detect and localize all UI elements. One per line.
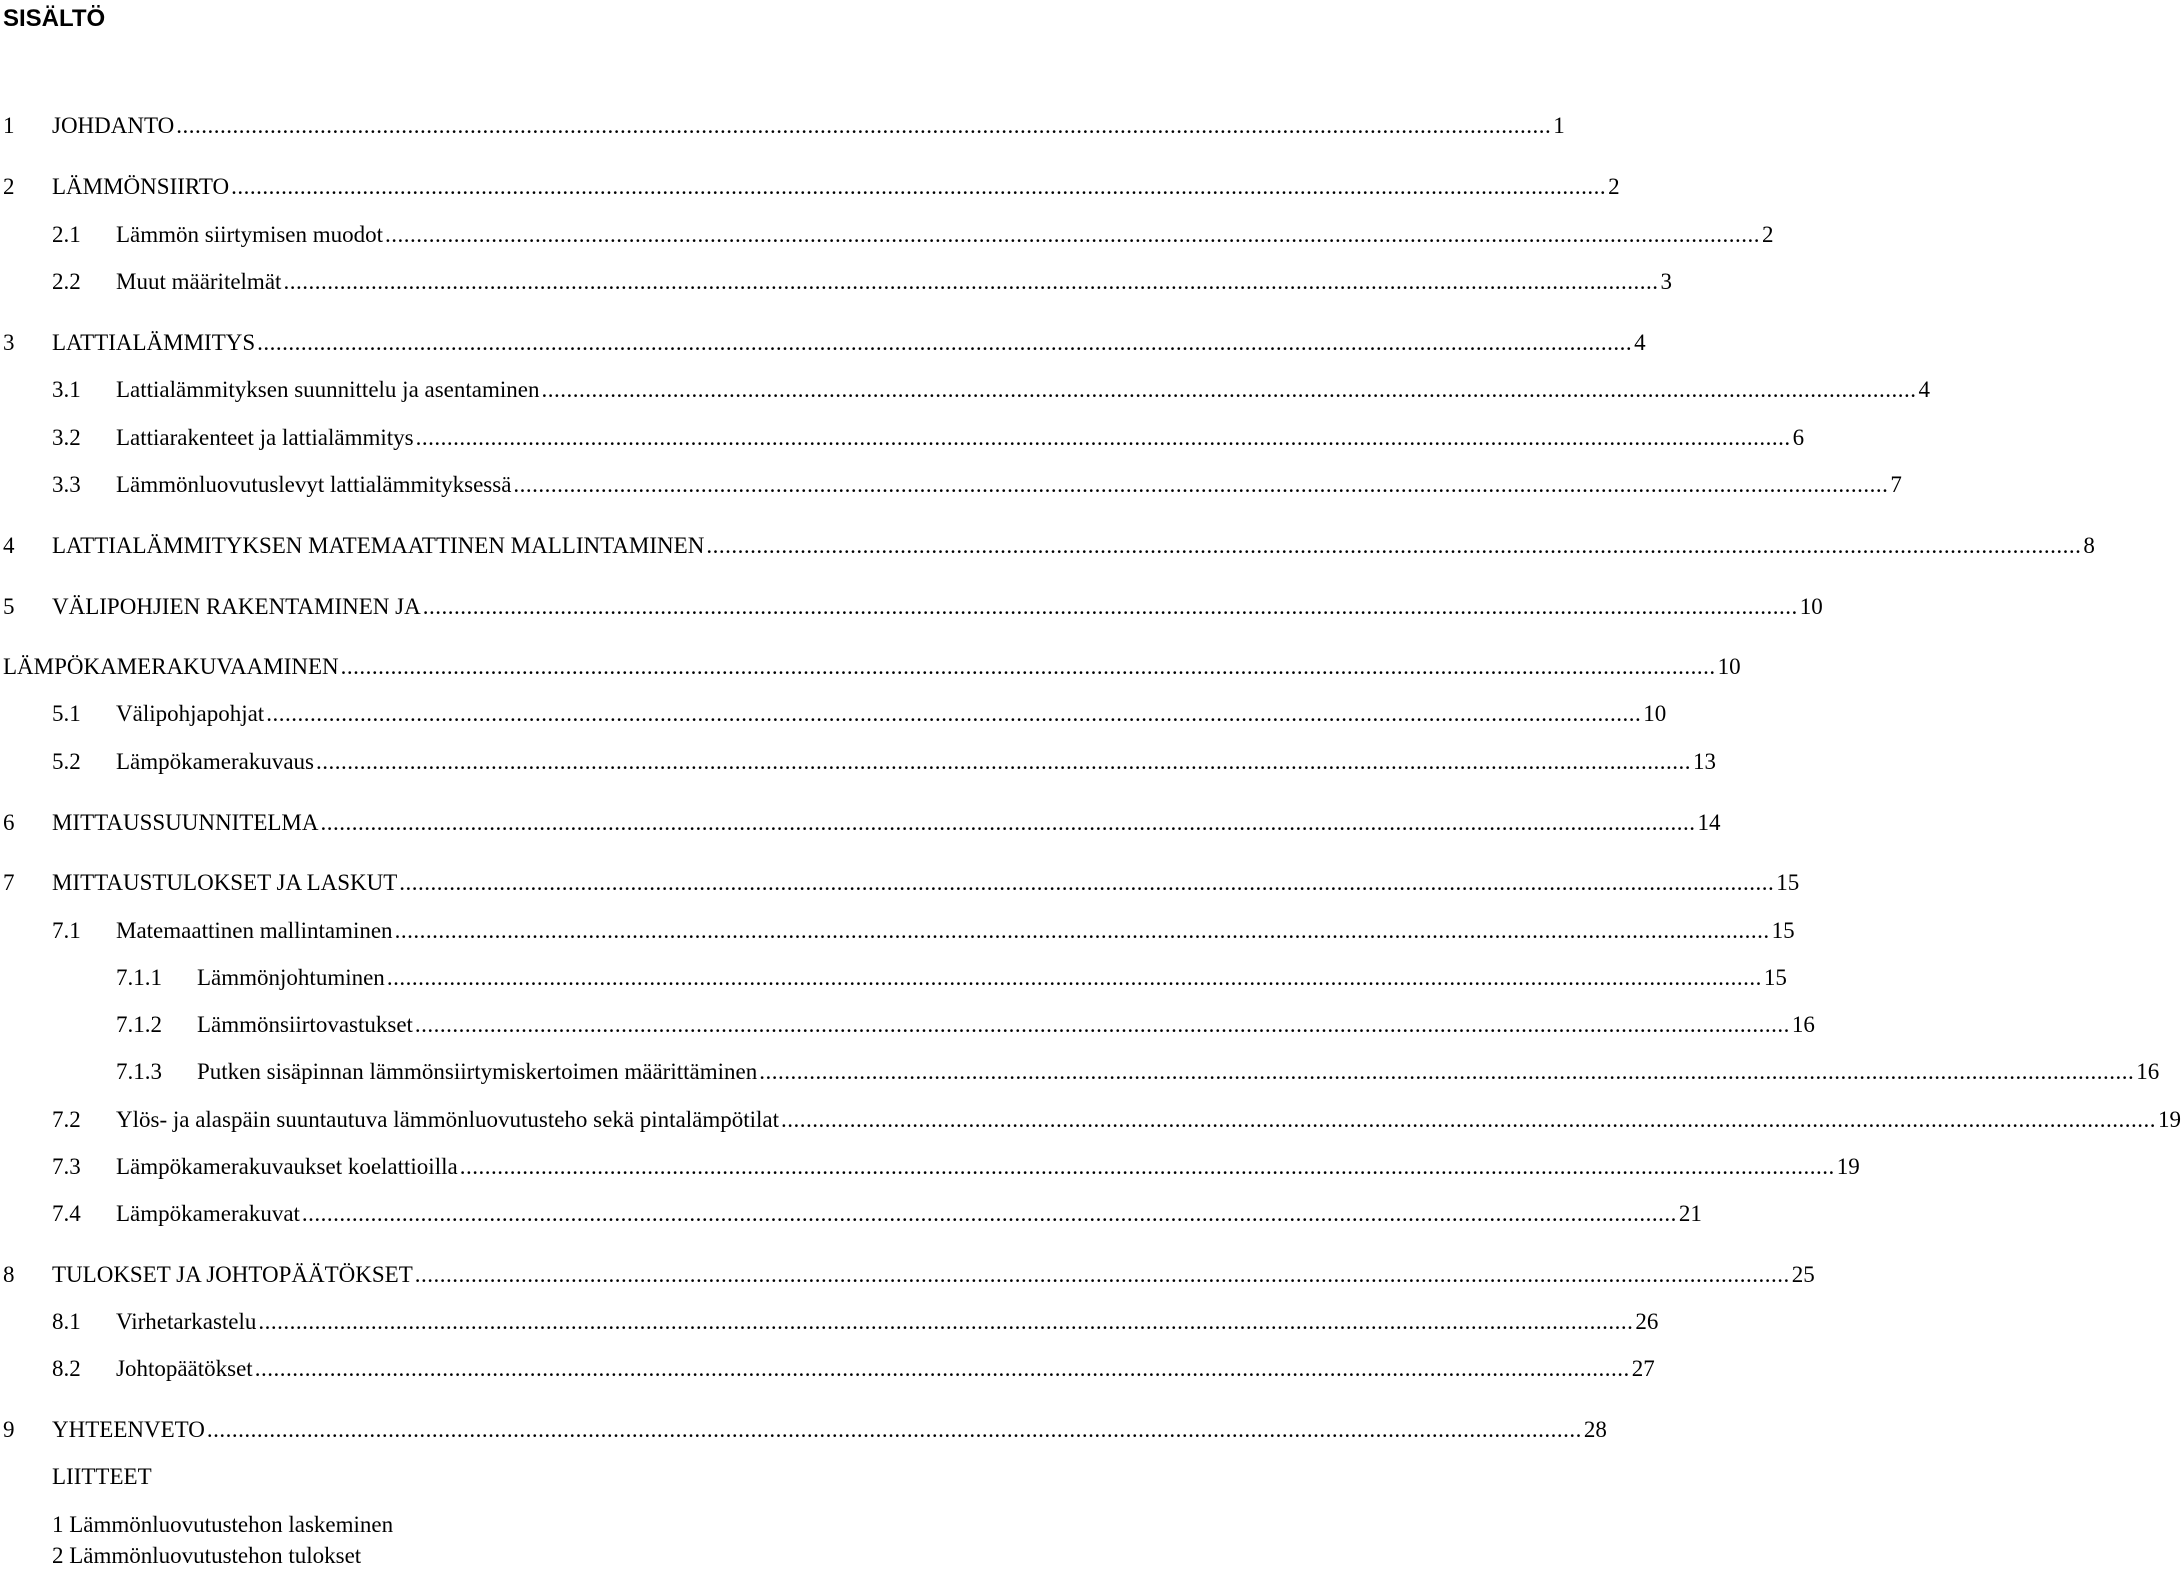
toc-entry-page: 27 (1631, 1356, 1655, 1381)
toc-entry-title: MITTAUSSUUNNITELMA (52, 810, 319, 835)
toc-leader-dots: ............................................................................................................................................................................................................................ (320, 810, 1696, 835)
toc-leader-dots: ............................................................................................................................................................................................................................ (415, 425, 1791, 450)
toc-entry-page: 10 (1717, 654, 1741, 679)
toc-entry-number: 8.2 (52, 1356, 81, 1381)
toc-entry[interactable] (0, 808, 1721, 838)
toc-leader-dots: ............................................................................................................................................................................................................................ (231, 174, 1607, 199)
toc-entry-page: 15 (1776, 870, 1800, 895)
toc-entry-number: 3.1 (52, 377, 81, 402)
toc-entry-page: 3 (1660, 269, 1672, 294)
toc-entry-title: JOHDANTO (52, 113, 175, 138)
toc-entry-page: 4 (1918, 377, 1930, 402)
toc-entry-page: 15 (1763, 965, 1787, 990)
toc-entry-number: 7.1.2 (116, 1012, 162, 1037)
toc-entry[interactable] (0, 220, 1774, 250)
toc-entry[interactable] (0, 423, 1805, 453)
toc-entry-number: 7.4 (52, 1201, 81, 1226)
toc-entry-number: 8 (3, 1262, 15, 1287)
toc-entry-title: Muut määritelmät (116, 269, 282, 294)
toc-entry-title: Ylös- ja alaspäin suuntautuva lämmönluovutusteho sekä pintalämpötilat (116, 1107, 780, 1132)
toc-leader-dots: ............................................................................................................................................................................................................................ (422, 594, 1798, 619)
toc-entry-title: MITTAUSTULOKSET JA LASKUT (52, 870, 398, 895)
toc-entry-number: 5 (3, 594, 15, 619)
toc-leader-dots: ............................................................................................................................................................................................................................ (340, 654, 1716, 679)
toc-entry-number: 7.2 (52, 1107, 81, 1132)
toc-entry-page: 8 (2083, 533, 2095, 558)
toc-entry-title: VÄLIPOHJIEN RAKENTAMINEN JA (52, 594, 421, 619)
toc-entry[interactable] (0, 1415, 1607, 1445)
toc-entry-title: Johtopäätökset (116, 1356, 253, 1381)
appendix-item: 1 Lämmönluovutustehon laskeminen (52, 1512, 394, 1537)
toc-entry[interactable] (0, 328, 1646, 358)
toc-entry-page: 28 (1583, 1417, 1607, 1442)
toc-entry[interactable] (0, 652, 1741, 682)
toc-entry[interactable] (0, 531, 2095, 561)
toc-leader-dots: ............................................................................................................................................................................................................................ (399, 870, 1775, 895)
toc-leader-dots: ............................................................................................................................................................................................................................ (254, 1356, 1630, 1381)
toc-entry-title: Lämmön siirtymisen muodot (116, 222, 384, 247)
toc-leader-dots: ............................................................................................................................................................................................................................ (257, 330, 1633, 355)
toc-entry-title: LÄMPÖKAMERAKUVAAMINEN (3, 654, 339, 679)
toc-entry-title: Matemaattinen mallintaminen (116, 918, 393, 943)
toc-leader-dots: ............................................................................................................................................................................................................................ (513, 472, 1889, 497)
toc-leader-dots: ............................................................................................................................................................................................................................ (385, 222, 1761, 247)
toc-entry-title: Lattiarakenteet ja lattialämmitys (116, 425, 414, 450)
toc-entry-number: 3.2 (52, 425, 81, 450)
toc-leader-dots: ............................................................................................................................................................................................................................ (266, 701, 1642, 726)
toc-leader-dots: ............................................................................................................................................................................................................................ (206, 1417, 1582, 1442)
toc-entry-title: Lattialämmityksen suunnittelu ja asentaminen (116, 377, 540, 402)
toc-entry[interactable] (0, 592, 1823, 622)
toc-entry[interactable] (0, 1199, 1702, 1229)
toc-entry-page: 4 (1634, 330, 1646, 355)
toc-entry-number: 5.2 (52, 749, 81, 774)
toc-entry[interactable] (0, 267, 1672, 297)
toc-leader-dots: ............................................................................................................................................................................................................................ (394, 918, 1770, 943)
toc-entry-page: 13 (1692, 749, 1716, 774)
toc-entry-number: 2 (3, 174, 15, 199)
toc-leader-dots: ............................................................................................................................................................................................................................ (301, 1201, 1677, 1226)
toc-entry-title: TULOKSET JA JOHTOPÄÄTÖKSET (52, 1262, 413, 1287)
toc-entry[interactable] (0, 747, 1716, 777)
toc-entry-number: 7.1.3 (116, 1059, 162, 1084)
toc-leader-dots: ............................................................................................................................................................................................................................ (459, 1154, 1835, 1179)
toc-entry-title: LATTIALÄMMITYKSEN MATEMAATTINEN MALLINTAMINEN (52, 533, 705, 558)
toc-entry-title: Lämmönluovutuslevyt lattialämmityksessä (116, 472, 512, 497)
toc-entry-title: Lämpökamerakuvaukset koelattioilla (116, 1154, 458, 1179)
toc-entry-number: 8.1 (52, 1309, 81, 1334)
toc-entry-number: 7 (3, 870, 15, 895)
toc-entry[interactable] (0, 1307, 1659, 1337)
toc-entry-title: Lämpökamerakuvaus (116, 749, 314, 774)
toc-entry-title: Välipohjapohjat (116, 701, 265, 726)
toc-entry[interactable] (0, 1010, 1815, 1040)
page-title: SISÄLTÖ (3, 5, 106, 32)
toc-leader-dots: ............................................................................................................................................................................................................................ (781, 1107, 2157, 1132)
toc-entry-title: YHTEENVETO (52, 1417, 205, 1442)
toc-entry[interactable] (0, 172, 1620, 202)
toc-entry-page: 19 (2158, 1107, 2181, 1132)
toc-entry[interactable] (0, 111, 1565, 141)
toc-entry[interactable] (0, 1260, 1815, 1290)
toc-leader-dots: ............................................................................................................................................................................................................................ (258, 1309, 1634, 1334)
toc-entry-number: 9 (3, 1417, 15, 1442)
toc-entry[interactable] (0, 1057, 2160, 1087)
toc-entry[interactable] (0, 963, 1787, 993)
toc-entry-number: 2.1 (52, 222, 81, 247)
toc-entry-number: 7.1.1 (116, 965, 162, 990)
toc-entry-page: 16 (1791, 1012, 1815, 1037)
toc-entry-number: 4 (3, 533, 15, 558)
toc-entry-number: 6 (3, 810, 15, 835)
toc-entry-page: 2 (1608, 174, 1620, 199)
toc-entry-number: 5.1 (52, 701, 81, 726)
toc-entry-title: Lämpökamerakuvat (116, 1201, 300, 1226)
toc-leader-dots: ............................................................................................................................................................................................................................ (414, 1262, 1790, 1287)
toc-entry-page: 6 (1792, 425, 1805, 450)
toc-entry[interactable] (0, 1105, 2181, 1135)
toc-entry-page: 16 (2136, 1059, 2160, 1084)
toc-entry-title: Lämmönjohtuminen (197, 965, 385, 990)
toc-entry[interactable] (0, 868, 1800, 898)
toc-entry-number: 3 (3, 330, 15, 355)
toc-entry-page: 7 (1890, 472, 1902, 497)
toc-leader-dots: ............................................................................................................................................................................................................................ (414, 1012, 1790, 1037)
toc-entry-title: LATTIALÄMMITYS (52, 330, 256, 355)
toc-entry-page: 2 (1762, 222, 1774, 247)
toc-entry-page: 21 (1678, 1201, 1702, 1226)
toc-leader-dots: ............................................................................................................................................................................................................................ (706, 533, 2082, 558)
toc-entry-page: 15 (1771, 918, 1795, 943)
toc-entry-number: 7.3 (52, 1154, 81, 1179)
toc-entry-page: 25 (1791, 1262, 1815, 1287)
toc-leader-dots: ............................................................................................................................................................................................................................ (176, 113, 1552, 138)
toc-entry-page: 1 (1553, 113, 1565, 138)
toc-entry-number: 1 (3, 113, 15, 138)
toc-entry-title: Virhetarkastelu (116, 1309, 257, 1334)
toc-entry[interactable] (0, 699, 1667, 729)
toc-entry[interactable] (0, 1354, 1655, 1384)
appendix-item: 2 Lämmönluovutustehon tulokset (52, 1543, 362, 1568)
toc-entry-page: 19 (1836, 1154, 1860, 1179)
appendices-heading: LIITTEET (52, 1464, 152, 1489)
toc-entry-page: 26 (1635, 1309, 1659, 1334)
toc-entry-title: LÄMMÖNSIIRTO (52, 174, 230, 199)
toc-leader-dots: ............................................................................................................................................................................................................................ (541, 377, 1917, 402)
toc-entry[interactable] (0, 470, 1902, 500)
toc-entry-page: 10 (1643, 701, 1667, 726)
toc-leader-dots: ............................................................................................................................................................................................................................ (386, 965, 1762, 990)
toc-leader-dots: ............................................................................................................................................................................................................................ (759, 1059, 2135, 1084)
toc-entry-number: 3.3 (52, 472, 81, 497)
toc-entry-page: 10 (1799, 594, 1823, 619)
toc-leader-dots: ............................................................................................................................................................................................................................ (283, 269, 1659, 294)
toc-entry-number: 7.1 (52, 918, 81, 943)
toc-entry-number: 2.2 (52, 269, 81, 294)
toc-entry-page: 14 (1697, 810, 1721, 835)
toc-entry[interactable] (0, 375, 1930, 405)
toc-entry[interactable] (0, 916, 1795, 946)
toc-leader-dots: ............................................................................................................................................................................................................................ (315, 749, 1691, 774)
toc-entry-title: Putken sisäpinnan lämmönsiirtymiskertoimen määrittäminen (197, 1059, 758, 1084)
toc-entry[interactable] (0, 1152, 1860, 1182)
toc-entry-title: Lämmönsiirtovastukset (197, 1012, 413, 1037)
